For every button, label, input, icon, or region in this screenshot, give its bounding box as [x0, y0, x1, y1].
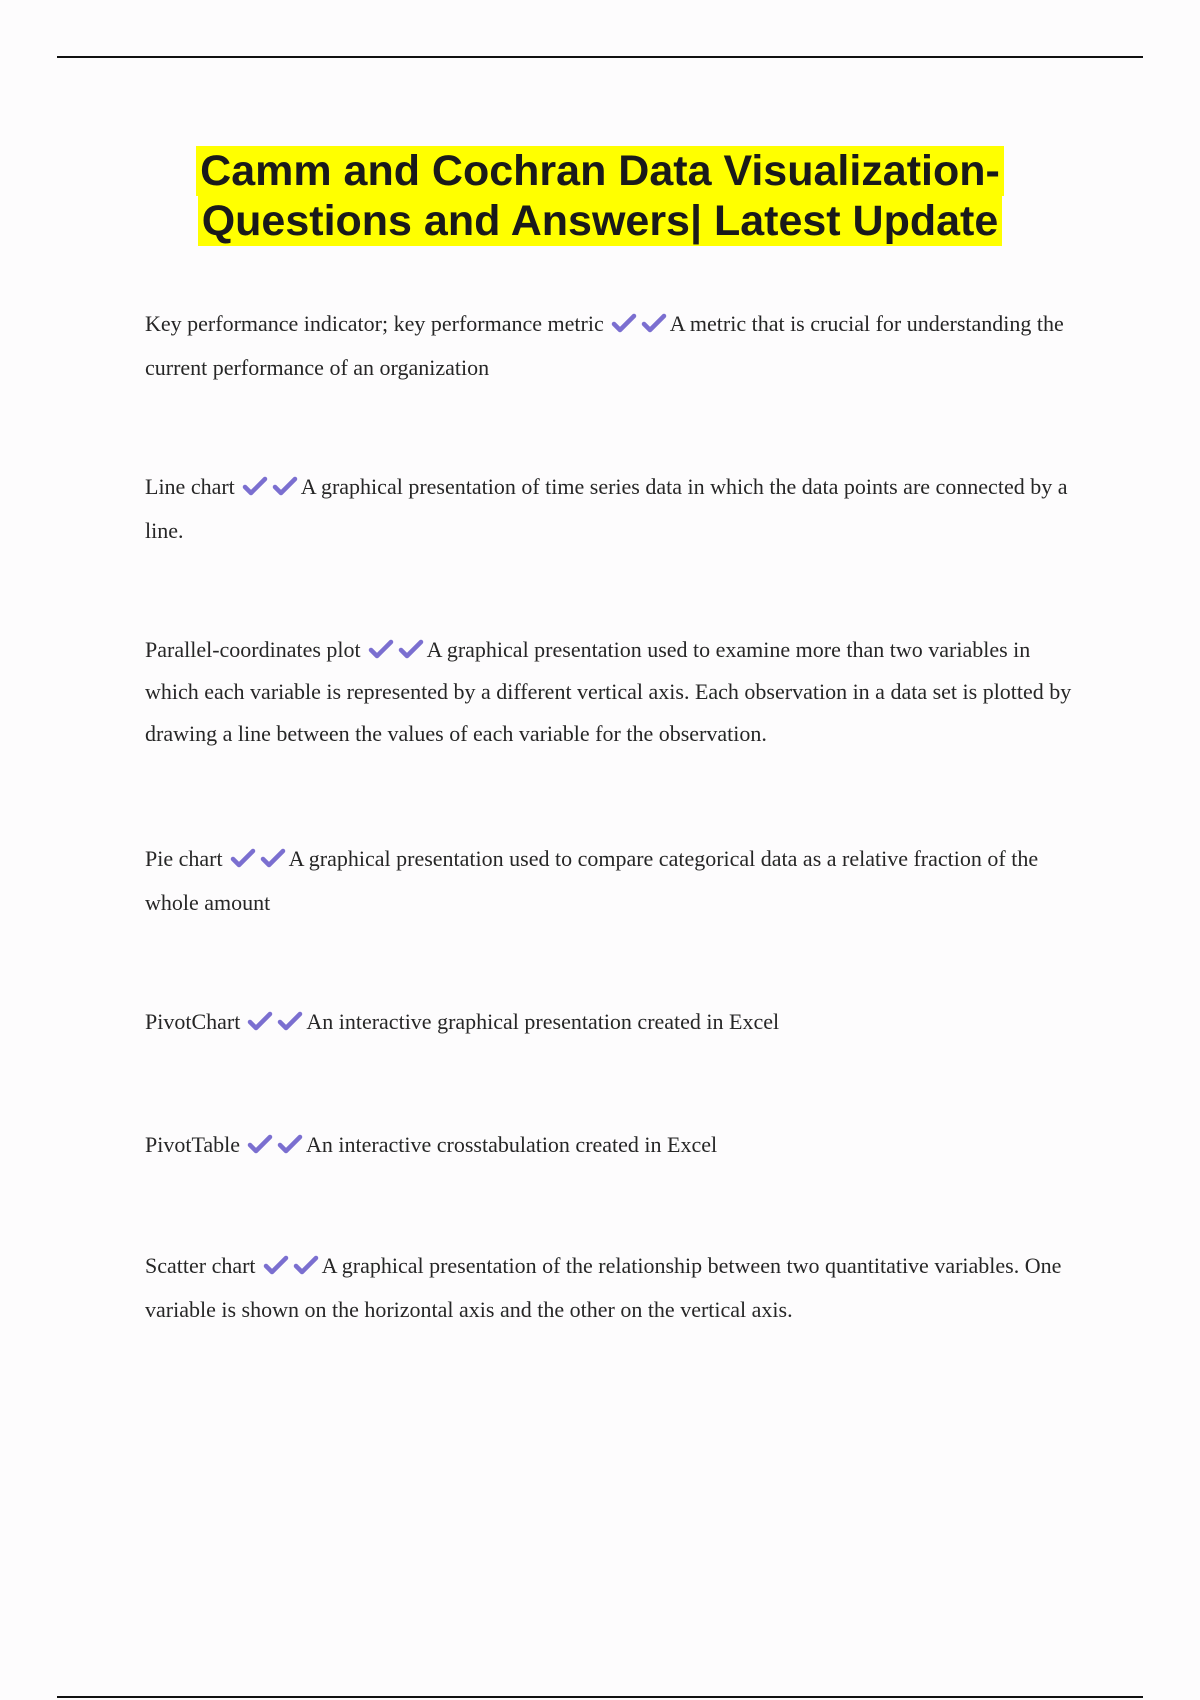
entry-definition-start: A graphical presentation used to examine more than two	[426, 637, 923, 662]
entry-definition-rest: understanding the current performance of an organization	[145, 311, 1064, 380]
entry-definition-start: A graphical presentation of the relationship between two quantitative	[321, 1253, 929, 1278]
title-line-2: Questions and Answers| Latest Update	[198, 196, 1003, 246]
entry-term: Line chart	[145, 474, 235, 499]
checkmark-icon	[272, 475, 298, 497]
entry-term: Key performance indicator; key performance metric	[145, 311, 604, 336]
checkmark-icon	[247, 1010, 273, 1032]
checkmark-icon	[277, 1133, 303, 1155]
checkmark-icon	[260, 847, 286, 869]
entry-term: PivotTable	[145, 1132, 241, 1157]
document-title	[0, 146, 1200, 246]
entry-term: Pie chart	[145, 846, 223, 871]
bottom-rule	[57, 1696, 1143, 1698]
qa-entry	[145, 1000, 1080, 1044]
qa-entry	[145, 837, 1080, 925]
title-line-1: Camm and Cochran Data Visualization-	[196, 146, 1004, 196]
entry-definition-rest: connected by a line.	[145, 474, 1068, 543]
checkmark-icon	[611, 312, 637, 334]
checkmark-icon	[277, 1010, 303, 1032]
checkmark-icon	[242, 475, 268, 497]
checkmark-icon	[293, 1254, 319, 1276]
checkmark-icon	[368, 638, 394, 660]
checkmark-icon	[247, 1133, 273, 1155]
qa-entry	[145, 1244, 1080, 1332]
checkmark-icon	[230, 847, 256, 869]
checkmark-icon	[641, 312, 667, 334]
entry-definition-rest: of the whole amount	[145, 846, 1039, 915]
qa-entry	[145, 302, 1080, 390]
entry-definition-start: An interactive graphical presentation created in Excel	[306, 1009, 780, 1034]
entry-definition-rest: variables in which each variable is represented by a different vertical axis. Each observation in a data set is plotted by drawing a line between the values of each variable for the observation.	[145, 637, 1072, 746]
checkmark-icon	[263, 1254, 289, 1276]
entry-definition-start: A graphical presentation of time series data in which the data points are	[300, 474, 931, 499]
entry-definition-rest: variables. One variable is shown on the horizontal axis and the other on the vertical axis.	[145, 1253, 1062, 1322]
qa-entry	[145, 629, 1080, 755]
checkmark-icon	[398, 638, 424, 660]
qa-entry	[145, 1123, 1080, 1167]
entry-term: Parallel-coordinates plot	[145, 637, 361, 662]
entry-term: PivotChart	[145, 1009, 241, 1034]
entry-definition-start: An interactive crosstabulation created in Excel	[306, 1132, 718, 1157]
entry-term: Scatter chart	[145, 1253, 256, 1278]
top-rule	[57, 56, 1143, 58]
entry-definition-start: A graphical presentation used to compare categorical data as a relative fraction	[288, 846, 982, 871]
qa-entry	[145, 465, 1080, 553]
entry-definition-start: A metric that is crucial for	[669, 311, 902, 336]
